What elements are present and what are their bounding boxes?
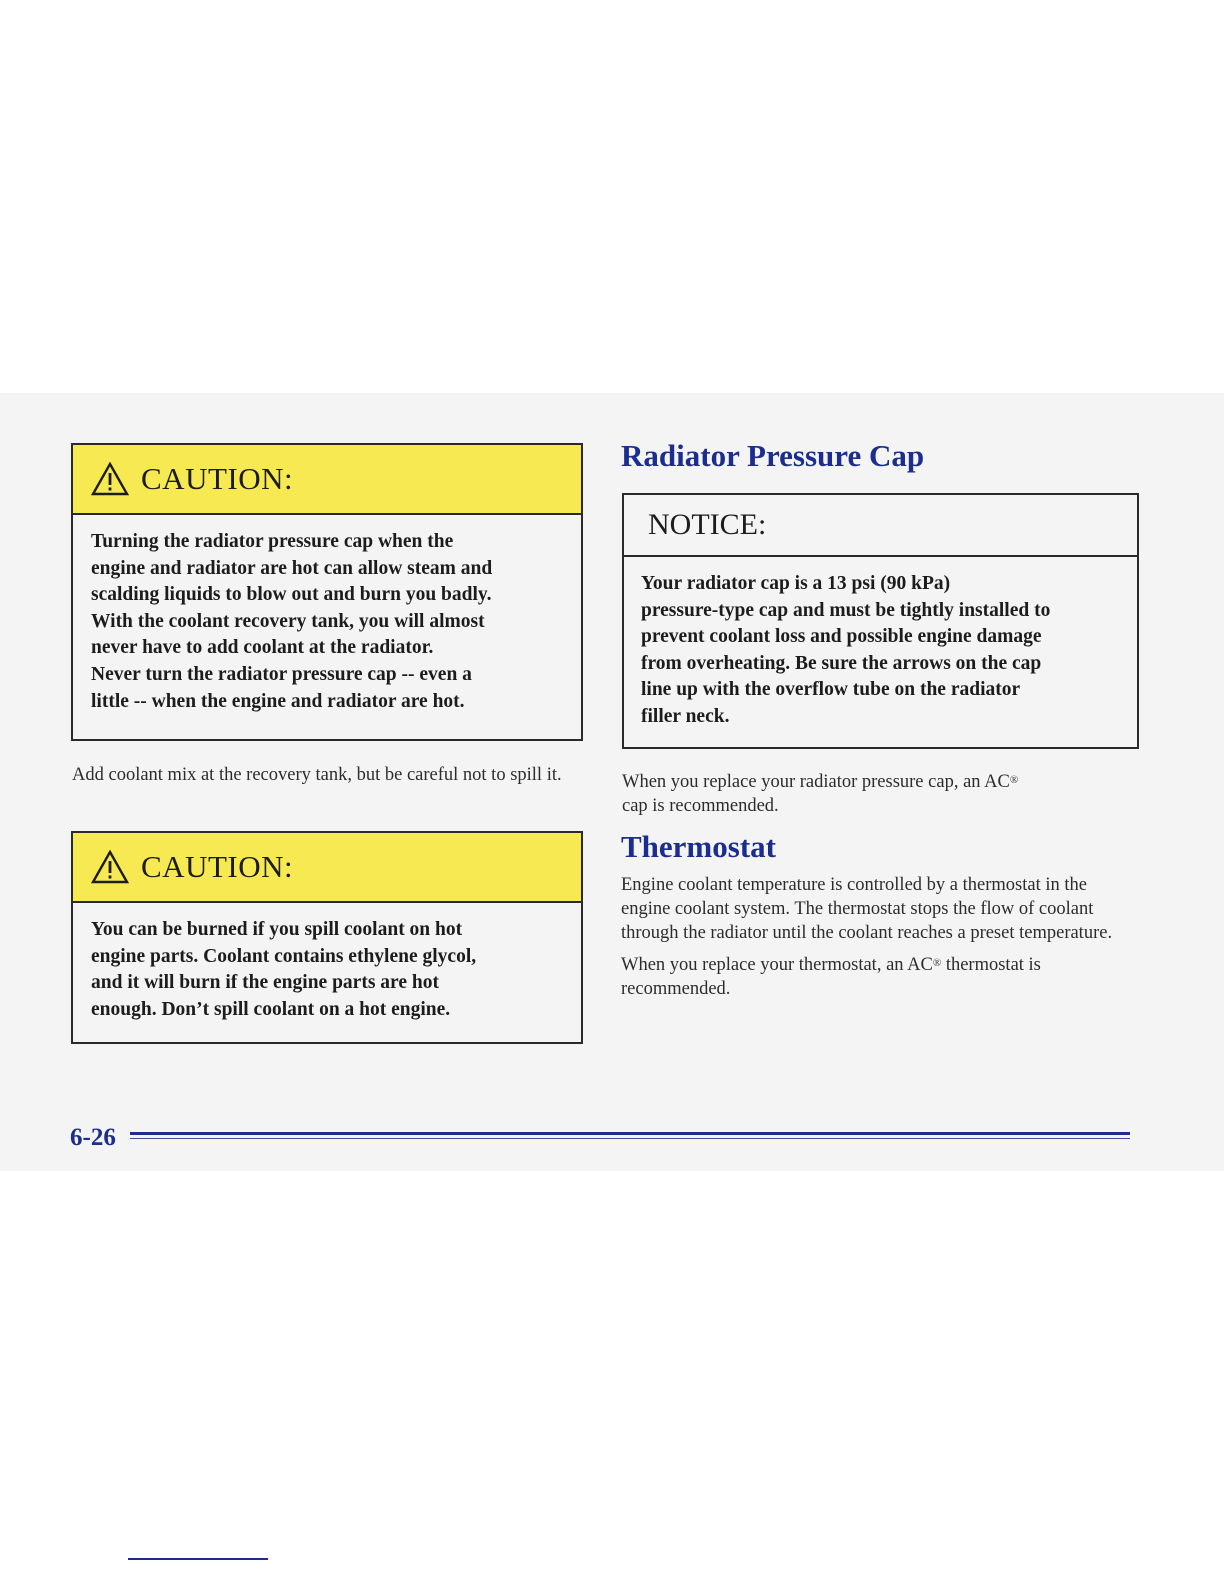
caution-line: little -- when the engine and radiator are hot. bbox=[91, 690, 465, 712]
thermostat-paragraph-2 bbox=[621, 953, 1136, 1001]
add-coolant-paragraph bbox=[72, 763, 582, 793]
caution-line: engine parts. Coolant contains ethylene glycol, bbox=[91, 945, 477, 967]
caution-header bbox=[73, 445, 581, 515]
caution-line: Never turn the radiator pressure cap -- even a bbox=[91, 663, 472, 685]
notice-body bbox=[624, 557, 1137, 739]
replace-cap-paragraph bbox=[622, 770, 1132, 818]
thermostat-section bbox=[621, 873, 1136, 1007]
replace-cap-text: When you replace your radiator pressure cap, an AC bbox=[622, 772, 1010, 792]
thermostat-paragraph-1: Engine coolant temperature is controlled by a thermostat in the engine coolant system. The thermostat stops the flow of coolant through the radiator until the coolant reaches a preset temperature. bbox=[621, 875, 1113, 943]
registered-mark: ® bbox=[932, 957, 942, 969]
caution-box-hot-cap bbox=[71, 443, 583, 741]
caution-line: and it will burn if the engine parts are hot bbox=[91, 972, 439, 994]
thermostat-heading: Thermostat bbox=[621, 829, 776, 864]
caution-box-spill bbox=[71, 831, 583, 1044]
notice-line: pressure-type cap and must be tightly installed to bbox=[641, 599, 1051, 621]
caution-line: never have to add coolant at the radiator. bbox=[91, 637, 434, 659]
add-coolant-text: Add coolant mix at the recovery tank, but be careful not to spill it. bbox=[72, 765, 562, 785]
caution-header bbox=[73, 833, 581, 903]
caution-title: CAUTION: bbox=[141, 849, 294, 884]
caution-line: Turning the radiator pressure cap when the bbox=[91, 531, 454, 552]
caution-line: enough. Don’t spill coolant on a hot engine. bbox=[91, 998, 451, 1020]
bottom-link-line bbox=[128, 1558, 268, 1560]
footer-rule bbox=[130, 1132, 1130, 1135]
caution-body bbox=[73, 903, 581, 1033]
caution-line: With the coolant recovery tank, you will almost bbox=[91, 610, 485, 632]
footer-rule-thin bbox=[130, 1138, 1130, 1139]
warning-triangle-icon bbox=[91, 462, 129, 496]
caution-line: scalding liquids to blow out and burn you badly. bbox=[91, 584, 492, 606]
replace-cap-text-2: cap is recommended. bbox=[622, 796, 779, 816]
caution-line: engine and radiator are hot can allow steam and bbox=[91, 557, 493, 579]
notice-line: from overheating. Be sure the arrows on the cap bbox=[641, 652, 1042, 674]
thermostat-para2-text-end: thermostat is recommended. bbox=[621, 955, 1041, 999]
notice-line: Your radiator cap is a 13 psi (90 kPa) bbox=[641, 573, 951, 594]
warning-triangle-icon bbox=[91, 850, 129, 884]
caution-title: CAUTION: bbox=[141, 461, 294, 496]
caution-body bbox=[73, 515, 581, 725]
notice-title: NOTICE: bbox=[624, 495, 1137, 557]
notice-box bbox=[622, 493, 1139, 749]
page-number: 6-26 bbox=[70, 1124, 116, 1151]
notice-line: line up with the overflow tube on the radiator bbox=[641, 679, 1021, 701]
thermostat-para2-text: When you replace your thermostat, an AC bbox=[621, 955, 933, 975]
radiator-pressure-cap-heading: Radiator Pressure Cap bbox=[621, 438, 925, 473]
caution-line: You can be burned if you spill coolant on hot bbox=[91, 919, 463, 940]
notice-line: filler neck. bbox=[641, 705, 730, 727]
notice-line: prevent coolant loss and possible engine damage bbox=[641, 626, 1042, 648]
registered-mark: ® bbox=[1009, 774, 1019, 786]
